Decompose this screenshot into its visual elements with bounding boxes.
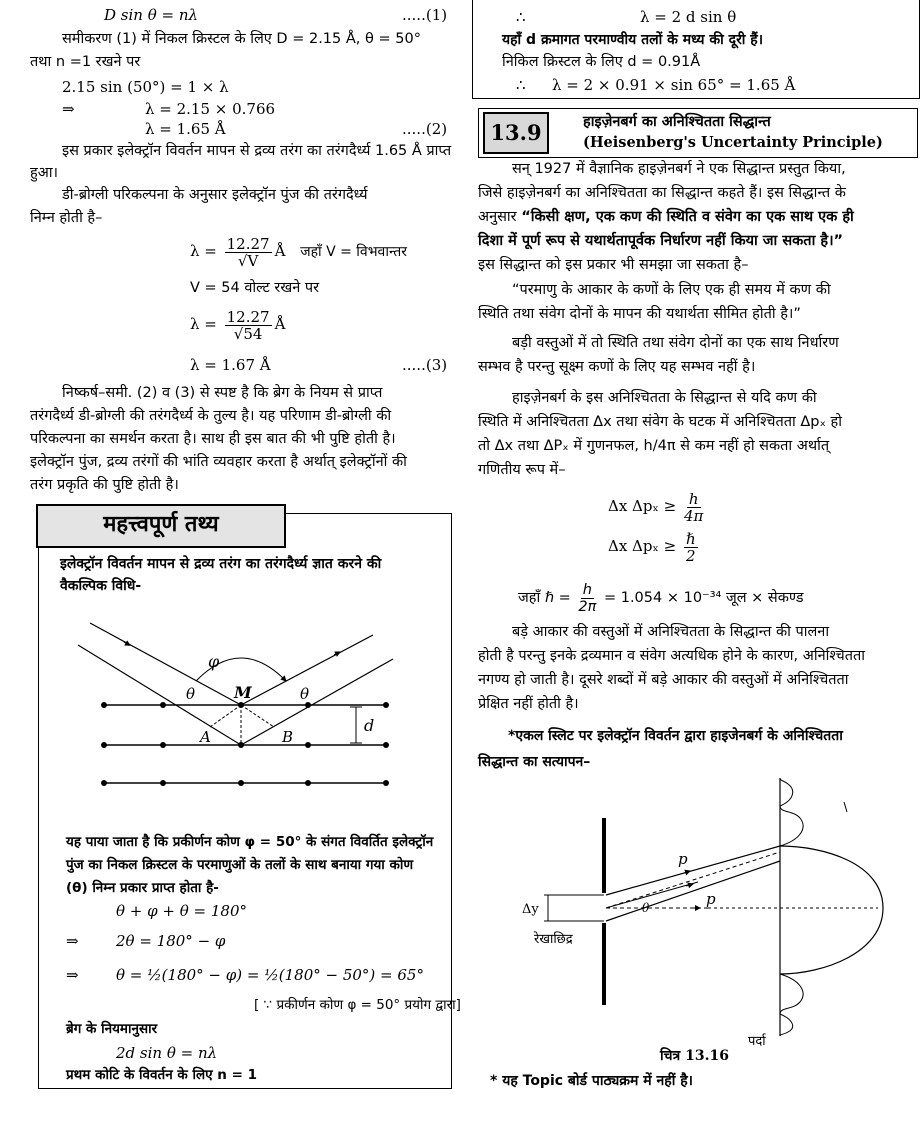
calc-line: λ = 1.65 Å	[145, 120, 226, 138]
equation-tag: .....(3)	[402, 356, 448, 374]
conclusion-line: इलेक्ट्रॉन पुंज, द्रव्य तरंगों की भांति व्यवहार करता है अर्थात् इलेक्ट्रॉनों की	[30, 454, 407, 470]
paragraph-line: दिशा में पूर्ण रूप से यथार्थतापूर्वक निर्धारण नहीं किया जा सकता है।”	[478, 233, 844, 249]
equation-tag: .....(1)	[402, 6, 448, 24]
box-equation: θ + φ + θ = 180°	[116, 902, 248, 920]
conclusion-line: निष्कर्ष–समी. (2) व (3) से स्पष्ट है कि ब्रेग के नियम से प्राप्त	[62, 385, 383, 401]
point-m-label: M	[234, 683, 252, 702]
quote-line: स्थिति तथा संवेग दोनों के मापन की यथार्थता सीमित होती है।”	[478, 306, 801, 322]
theta-label: θ	[300, 685, 310, 703]
theta-label: θ	[642, 901, 650, 915]
inequality-hbar-2: Δx Δpₓ ≥ $\frac{\text{ℏ}}{2}$	[608, 529, 696, 565]
footnote: * यह Topic बोर्ड पाठ्यक्रम में नहीं है।	[490, 1073, 693, 1089]
box-title: इलेक्ट्रॉन विवर्तन मापन से द्रव्य तरंग का तरंगदैर्ध्य ज्ञात करने की	[60, 556, 382, 572]
section-number: 13.9	[490, 120, 542, 145]
paragraph-line: अनुसार “किसी क्षण, एक कण की स्थिति व संवेग का एक साथ एक ही	[478, 209, 854, 225]
momentum-label: p	[678, 850, 688, 868]
paragraph-line: *एकल स्लिट पर इलेक्ट्रॉन विवर्तन द्वारा हाइजेनबर्ग के अनिश्चितता	[508, 728, 843, 744]
paragraph-line: हुआ।	[30, 165, 59, 181]
paragraph-line: प्रेक्षित नहीं होती है।	[478, 696, 579, 712]
conclusion-line: तरंगदैर्ध्य डी-ब्रोग्ली की तरंगदैर्ध्य के तुल्य है। यह परिणाम डी-ब्रोग्ली की	[30, 408, 392, 424]
paragraph-line: गणितीय रूप में–	[478, 462, 566, 478]
equation-tag: .....(2)	[402, 120, 448, 138]
screen-label: पर्दा	[748, 1034, 766, 1048]
paragraph-line: यहाँ d क्रमागत परमाण्वीय तलों के मध्य की दूरी हैं।	[502, 32, 764, 48]
bragg-diagram	[38, 615, 450, 795]
box-text: (θ) निम्न प्रकार प्राप्त होता है-	[66, 880, 219, 896]
paragraph-line: निकिल क्रिस्टल के लिए d = 0.91Å	[502, 54, 701, 70]
d-label: d	[364, 716, 375, 735]
inequality-h-4pi: Δx Δpₓ ≥ $\frac{h}{4\pi}$	[608, 489, 704, 525]
quote-line: “परमाणु के आकार के कणों के लिए एक ही समय में कण की	[512, 282, 831, 298]
box-equation: θ = ½(180° − φ) = ½(180° − 50°) = 65°	[116, 966, 424, 984]
paragraph-line: हाइज़ेनबर्ग के इस अनिश्चितता के सिद्धान्त से यदि कण की	[512, 390, 817, 406]
point-b-label: B	[282, 728, 294, 746]
equation: λ = 2 d sin θ	[640, 8, 737, 26]
paragraph-line: स्थिति में अनिश्चितता Δx तथा संवेग के घटक में अनिश्चितता Δpₓ हो	[478, 414, 842, 430]
paragraph-line: डी-ब्रोग्ली परिकल्पना के अनुसार इलेक्ट्रॉन पुंज की तरंगदैर्ध्य	[62, 187, 368, 203]
hbar-definition: जहाँ ℏ = $\frac{h}{2\pi}$ = 1.054 × 10⁻³⁴ जूल × सेकण्ड	[518, 581, 804, 615]
formula-debroglie: λ = $\frac{12.27}{√V}$ Å जहाँ V = विभवान्तर	[190, 234, 407, 270]
paragraph-line: बड़े आकार की वस्तुओं में अनिश्चितता के सिद्धान्त की पालना	[512, 624, 830, 640]
paragraph-line: निम्न होती है–	[30, 210, 103, 226]
momentum-label: p	[706, 890, 716, 908]
paragraph-line: सिद्धान्त का सत्यापन–	[478, 754, 591, 770]
therefore-symbol: ∴	[516, 76, 526, 94]
paragraph-line: सम्भव है परन्तु सूक्ष्म कणों के लिए यह सम्भव नहीं है।	[478, 359, 756, 375]
calc-line: λ = 2.15 × 0.766	[145, 100, 276, 118]
formula-debroglie-54: λ = $\frac{12.27}{√54}$ Å	[190, 307, 286, 343]
paragraph-line: नगण्य हो जाती है। दूसरे शब्दों में बड़े आकार की वस्तुओं में अनिश्चितता	[478, 672, 849, 688]
section-number-box	[483, 112, 549, 154]
equation: λ = 2 × 0.91 × sin 65° = 1.65 Å	[552, 76, 796, 94]
therefore-symbol: ∴	[516, 8, 526, 26]
paragraph-line: तो Δx तथा ΔPₓ में गुणनफल, h/4π से कम नहीं हो सकता अर्थात्	[478, 438, 830, 454]
slit-label: रेखाछिद्र	[534, 932, 573, 947]
box-text: प्रथम कोटि के विवर्तन के लिए n = 1	[66, 1067, 258, 1083]
box-text: यह पाया जाता है कि प्रकीर्णन कोण φ = 50° के संगत विवर्तित इलेक्ट्रॉन	[66, 834, 434, 850]
paragraph-line: तथा n =1 रखने पर	[30, 54, 141, 70]
result-line: λ = 1.67 Å	[190, 356, 271, 374]
paragraph-line: इस सिद्धान्त को इस प्रकार भी समझा जा सकता है–	[478, 257, 749, 273]
box-title: वैकल्पिक विधि-	[60, 578, 142, 594]
conclusion-line: परिकल्पना का समर्थन करता है। साथ ही इस बात की भी पुष्टि होती है।	[30, 431, 396, 447]
equation-1: D sin θ = nλ	[104, 6, 199, 24]
box-note: [ ∵ प्रकीर्णन कोण φ = 50° प्रयोग द्वारा]	[254, 997, 461, 1013]
paragraph-line: सन् 1927 में वैज्ञानिक हाइज़ेनबर्ग ने एक सिद्धान्त प्रस्तुत किया,	[512, 161, 846, 177]
point-a-label: A	[200, 728, 211, 746]
paragraph-line: इस प्रकार इलेक्ट्रॉन विवर्तन मापन से द्रव्य तरंग का तरंगदैर्ध्य 1.65 Å प्राप्त	[62, 143, 452, 159]
box-equation: 2θ = 180° − φ	[116, 932, 226, 950]
paragraph-line: होती है परन्तु इनके द्रव्यमान व संवेग अत्यधिक होने के कारण, अनिश्चितता	[478, 648, 866, 664]
important-facts-header	[36, 504, 286, 548]
box-equation: 2d sin θ = nλ	[116, 1044, 218, 1062]
substitution-line: V = 54 वोल्ट रखने पर	[190, 280, 320, 296]
figure-caption: चित्र 13.16	[660, 1048, 729, 1064]
phi-label: φ	[208, 652, 220, 671]
calc-line: 2.15 sin (50°) = 1 × λ	[62, 78, 229, 96]
paragraph-line: जिसे हाइज़ेनबर्ग का अनिश्चितता का सिद्धान्त कहते हैं। इस सिद्धान्त के	[478, 185, 846, 201]
section-title-english: (Heisenberg's Uncertainty Principle)	[583, 134, 883, 151]
implies-symbol: ⇒	[62, 100, 75, 118]
box-text: ब्रेग के नियमानुसार	[66, 1021, 158, 1037]
implies-symbol: ⇒	[66, 966, 79, 984]
theta-label: θ	[186, 685, 196, 703]
paragraph-line: समीकरण (1) में निकल क्रिस्टल के लिए D = 2.15 Å, θ = 50°	[62, 31, 421, 47]
header-text: महत्त्वपूर्ण तथ्य	[103, 512, 219, 537]
delta-y-label: Δy	[522, 902, 539, 917]
implies-symbol: ⇒	[66, 932, 79, 950]
box-text: पुंज का निकल क्रिस्टल के परमाणुओं के तलों के साथ बनाया गया कोण	[66, 857, 414, 873]
section-title-hindi: हाइज़ेनबर्ग का अनिश्चितता सिद्धान्त	[583, 114, 771, 130]
paragraph-line: बड़ी वस्तुओं में तो स्थिति तथा संवेग दोनों का एक साथ निर्धारण	[512, 335, 839, 351]
conclusion-line: तरंग प्रकृति की पुष्टि होती है।	[30, 477, 179, 493]
single-slit-diagram	[478, 778, 918, 1048]
